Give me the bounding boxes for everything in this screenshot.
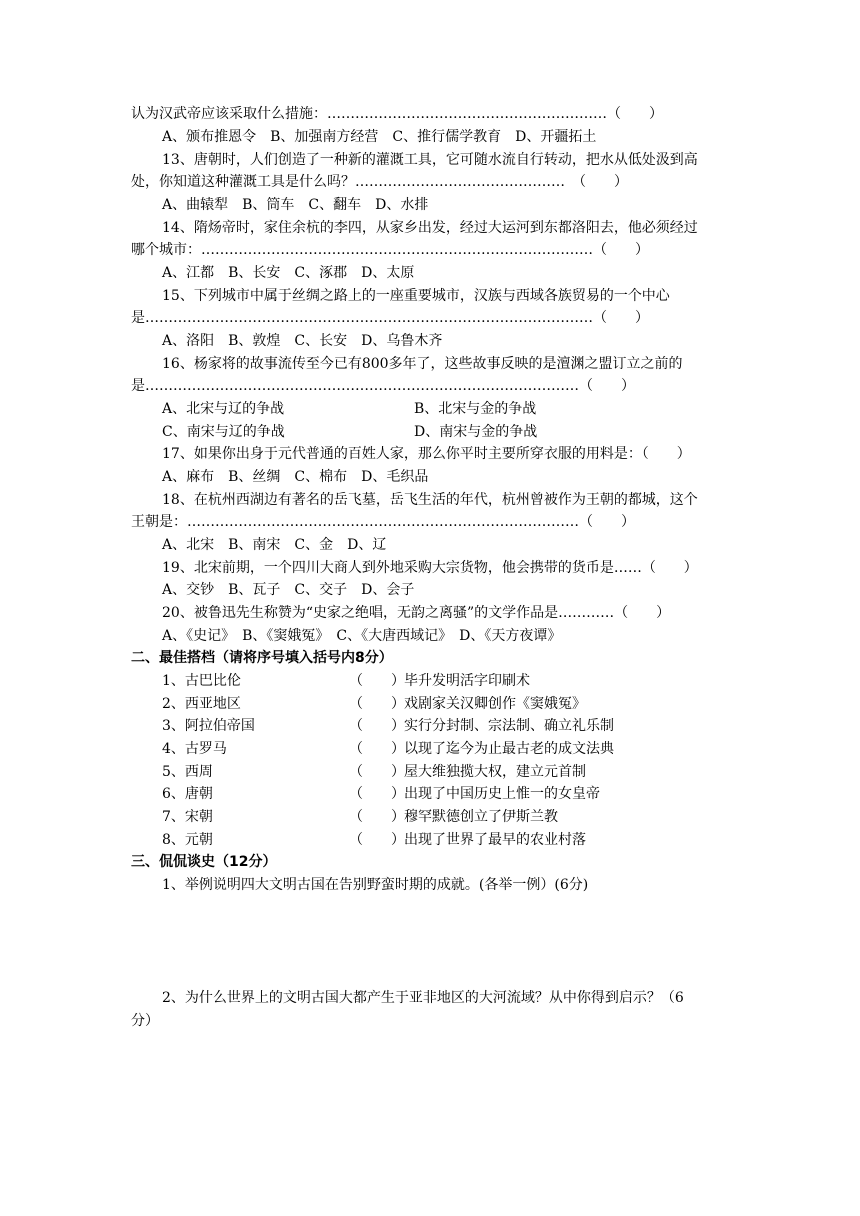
match-right-item: 出现了中国历史上惟一的女皇帝 — [404, 786, 600, 802]
q17-stem: 17、如果你出身于元代普通的百姓人家，那么你平时主要所穿衣服的用料是：（ ） — [162, 446, 691, 462]
q15-stem: 15、下列城市中属于丝绸之路上的一座重要城市，汉族与西域各族贸易的一个中心 — [162, 288, 670, 304]
match-answer-bracket[interactable]: （ ） — [349, 786, 405, 802]
q14-stem: 14、隋炀帝时，家住余杭的李四，从家乡出发，经过大运河到东都洛阳去，他必须经过 — [162, 220, 698, 236]
match-right-item: 实行分封制、宗法制、确立礼乐制 — [404, 718, 614, 734]
q18-options: A、北宋 B、南宋 C、金 D、辽 — [162, 537, 387, 553]
match-right-item: 屋大维独揽大权，建立元首制 — [404, 764, 586, 780]
q20-options: A、《史记》 B、《窦娥冤》 C、《大唐西域记》 D、《天方夜谭》 — [162, 628, 562, 644]
q16-stem: 16、杨家将的故事流传至今已有800多年了，这些故事反映的是澶渊之盟订立之前的 — [162, 356, 683, 372]
q12-stem-end: 认为汉武帝应该采取什么措施：……………………………………………………（ ） — [131, 106, 663, 122]
section3-question-1: 1、举例说明四大文明古国在告别野蛮时期的成就。(各举一例）(6分) — [162, 877, 589, 893]
q13-stem: 13、唐朝时，人们创造了一种新的灌溉工具，它可随水流自行转动，把水从低处汲到高 — [162, 152, 698, 168]
match-right-item: 出现了世界了最早的农业村落 — [404, 832, 586, 848]
match-answer-bracket[interactable]: （ ） — [349, 809, 405, 825]
match-right-item: 穆罕默德创立了伊斯兰教 — [404, 809, 558, 825]
match-answer-bracket[interactable]: （ ） — [349, 673, 405, 689]
q13-options: A、曲辕犁 B、筒车 C、翻车 D、水排 — [162, 197, 429, 213]
match-right-item: 戏剧家关汉卿创作《窦娥冤》 — [404, 696, 586, 712]
q16-stem-cont: 是…………………………………………………………………………………（ ） — [131, 378, 635, 394]
match-left-item: 5、西周 — [162, 764, 213, 780]
q15-stem-cont: 是……………………………………………………………………………………（ ） — [131, 310, 649, 326]
match-left-item: 1、古巴比伦 — [162, 673, 241, 689]
q15-options: A、洛阳 B、敦煌 C、长安 D、乌鲁木齐 — [162, 333, 443, 349]
q16-option-a: A、北宋与辽的争战 — [162, 401, 285, 417]
q16-option-b: B、北宋与金的争战 — [414, 401, 537, 417]
match-left-item: 8、元朝 — [162, 832, 213, 848]
q19-options: A、交钞 B、瓦子 C、交子 D、会子 — [162, 582, 415, 598]
match-left-item: 7、宋朝 — [162, 809, 213, 825]
match-answer-bracket[interactable]: （ ） — [349, 741, 405, 757]
q12-options: A、颁布推恩令 B、加强南方经营 C、推行儒学教育 D、开疆拓土 — [162, 129, 597, 145]
q18-stem-cont: 王朝是：…………………………………………………………………………（ ） — [131, 514, 635, 530]
match-answer-bracket[interactable]: （ ） — [349, 764, 405, 780]
match-answer-bracket[interactable]: （ ） — [349, 696, 405, 712]
match-left-item: 2、西亚地区 — [162, 696, 241, 712]
section3-question-2-cont: 分） — [131, 1013, 159, 1029]
q14-stem-cont: 哪个城市：…………………………………………………………………………（ ） — [131, 242, 649, 258]
section2-title: 二、最佳搭档（请将序号填入括号内8分） — [131, 650, 393, 666]
q19-stem: 19、北宋前期，一个四川大商人到外地采购大宗货物，他会携带的货币是……（ ） — [162, 560, 698, 576]
match-right-item: 毕升发明活字印刷术 — [404, 673, 530, 689]
q20-stem: 20、被鲁迅先生称赞为“史家之绝唱，无韵之离骚”的文学作品是…………（ ） — [162, 605, 671, 621]
section3-title: 三、侃侃谈史（12分） — [131, 854, 277, 870]
match-left-item: 6、唐朝 — [162, 786, 213, 802]
match-left-item: 4、古罗马 — [162, 741, 227, 757]
q16-option-c: C、南宋与辽的争战 — [162, 424, 285, 440]
match-answer-bracket[interactable]: （ ） — [349, 718, 405, 734]
q18-stem: 18、在杭州西湖边有著名的岳飞墓，岳飞生活的年代，杭州曾被作为王朝的都城，这个 — [162, 492, 698, 508]
match-right-item: 以现了迄今为止最古老的成文法典 — [404, 741, 614, 757]
q17-options: A、麻布 B、丝绸 C、棉布 D、毛织品 — [162, 469, 429, 485]
q16-option-d: D、南宋与金的争战 — [414, 424, 538, 440]
match-answer-bracket[interactable]: （ ） — [349, 832, 405, 848]
q13-stem-cont: 处，你知道这种灌溉工具是什么吗？……………………………………… （ ） — [131, 174, 628, 190]
match-left-item: 3、阿拉伯帝国 — [162, 718, 255, 734]
q14-options: A、江都 B、长安 C、涿郡 D、太原 — [162, 265, 415, 281]
section3-question-2: 2、为什么世界上的文明古国大都产生于亚非地区的大河流域？从中你得到启示？（6 — [162, 990, 684, 1006]
